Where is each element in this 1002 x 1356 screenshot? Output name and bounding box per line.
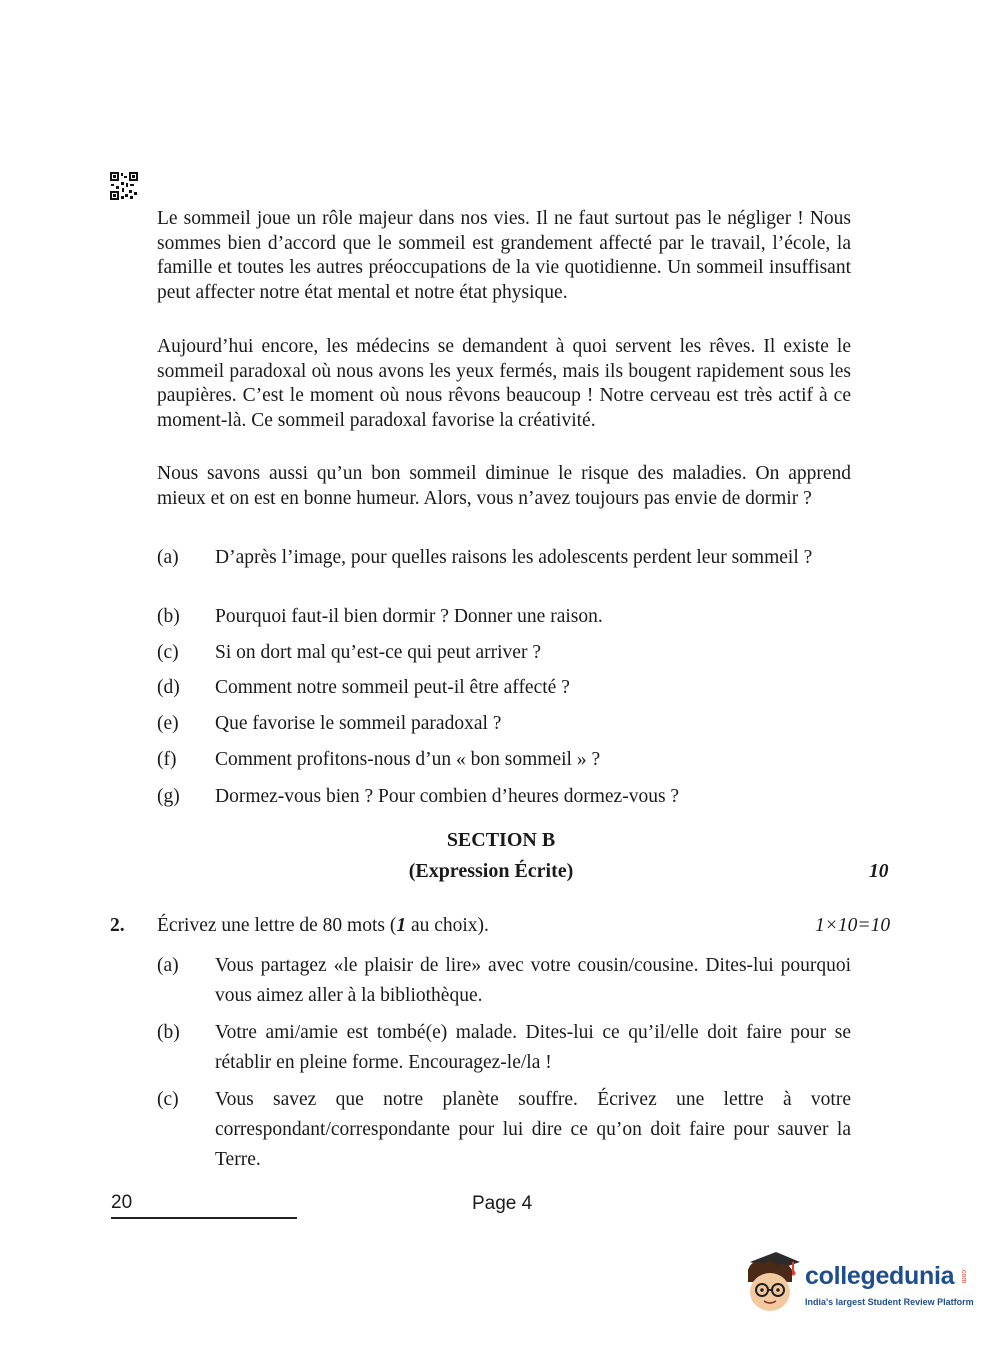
mascot-icon [742, 1248, 804, 1318]
question-text: Comment profitons-nous d’un « bon sommeil » ? [215, 749, 601, 770]
question-label: (d) [157, 677, 180, 698]
question-text: Pourquoi faut-il bien dormir ? Donner une raison. [215, 606, 603, 627]
option-label: (b) [157, 1022, 180, 1043]
prompt-text-before: Écrivez une lettre de 80 mots ( [157, 915, 397, 936]
option-text: Vous savez que notre planète souffre. Écrivez une lettre à votre correspondant/correspondante pour lui dire ce qu’on doit faire pour sauver la Terre. [215, 1089, 851, 1170]
question-label: (c) [157, 642, 179, 663]
question-label: (g) [157, 786, 180, 807]
question-label: (b) [157, 606, 180, 627]
question-number: 2. [110, 915, 125, 936]
question-text: Si on dort mal qu’est-ce qui peut arriver ? [215, 642, 541, 663]
collegedunia-logo [742, 1248, 982, 1318]
option-label: (a) [157, 955, 179, 976]
question-text: D’après l’image, pour quelles raisons les adolescents perdent leur sommeil ? [215, 547, 813, 568]
prompt-text-after: au choix). [406, 915, 489, 936]
question-label: (f) [157, 749, 177, 770]
question-text: Comment notre sommeil peut-il être affecté ? [215, 677, 570, 698]
question-text: Dormez-vous bien ? Pour combien d’heures dormez-vous ? [215, 786, 680, 807]
option-text: Vous partagez «le plaisir de lire» avec votre cousin/cousine. Dites-lui pourquoi vous aimez aller à la bibliothèque. [215, 955, 851, 1006]
logo-dotcom: .com [960, 1268, 967, 1284]
passage-paragraph-3: Nous savons aussi qu’un bon sommeil diminue le risque des maladies. On apprend mieux et on est en bonne humeur. Alors, vous n’avez toujours pas envie de dormir ? [157, 463, 851, 509]
option-label: (c) [157, 1089, 179, 1110]
question-marks: 1×10=10 [815, 915, 891, 936]
passage-paragraph-2: Aujourd’hui encore, les médecins se demandent à quoi servent les rêves. Il existe le sommeil paradoxal où nous avons les yeux fermés, mais ils bougent rapidement sous les paupières. C’est le moment où nous rêvons beaucoup ! Notre cerveau est très actif à ce moment-là. Ce sommeil paradoxal favorise la créativité. [157, 336, 851, 431]
logo-wordmark: collegedunia [805, 1262, 955, 1290]
question-label: (a) [157, 547, 179, 568]
question-label: (e) [157, 713, 179, 734]
section-title: SECTION B [446, 829, 556, 851]
section-subtitle: (Expression Écrite) [408, 860, 574, 882]
section-marks: 10 [869, 861, 889, 882]
footer-divider [111, 1217, 297, 1219]
prompt-text-bold: 1 [396, 915, 407, 936]
question-text: Que favorise le sommeil paradoxal ? [215, 713, 502, 734]
logo-tagline: India's largest Student Review Platform [805, 1297, 974, 1307]
passage-paragraph-1: Le sommeil joue un rôle majeur dans nos vies. Il ne faut surtout pas le négliger ! Nous sommes bien d’accord que le sommeil est grandement affecté par le travail, l’école, la famille et toutes les autres préoccupations de la vie quotidienne. Un sommeil insuffisant peut affecter notre état mental et notre état physique. [157, 208, 851, 303]
question-prompt [157, 914, 489, 938]
qr-code-icon [110, 172, 138, 200]
option-text: Votre ami/amie est tombé(e) malade. Dites-lui ce qu’il/elle doit faire pour se rétablir en pleine forme. Encouragez-le/la ! [215, 1022, 851, 1073]
paper-code: 20 [111, 1192, 133, 1213]
page-number: Page 4 [472, 1193, 533, 1214]
